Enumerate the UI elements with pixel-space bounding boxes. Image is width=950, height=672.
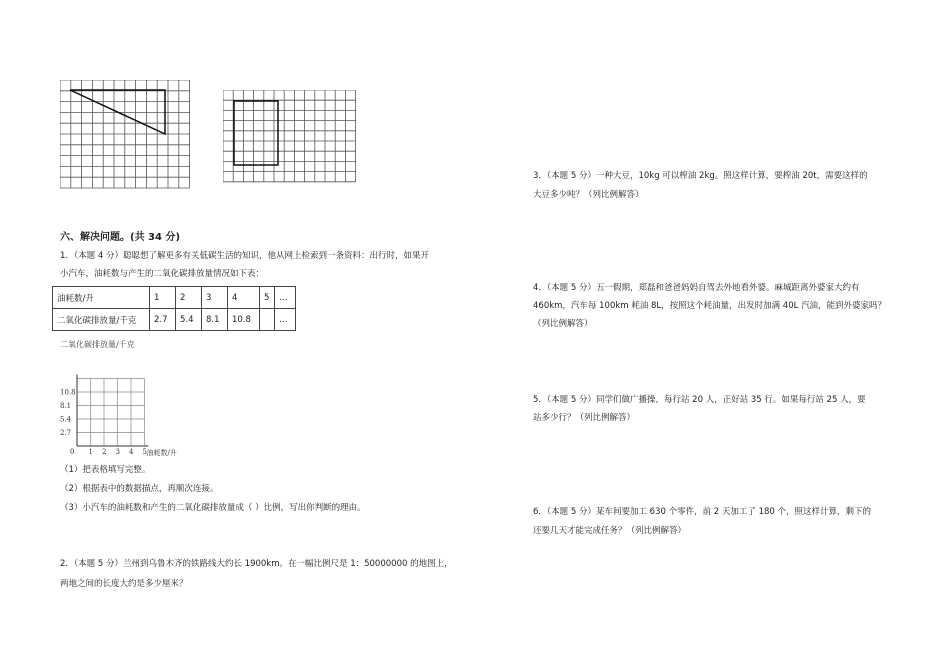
q1-line1: 1．（本题 4 分）聪聪想了解更多有关低碳生活的知识，他从网上检索到一条资料：出行时，如果开 [60, 251, 429, 261]
q2-line2: 两地之间的长度大约是多少厘米？ [60, 579, 188, 589]
data-table [52, 286, 296, 331]
chart-x-tick-label: 1 [88, 448, 93, 456]
table-cell: 1 [150, 287, 176, 309]
q1-sub2: （2）根据表中的数据描点，再顺次连接。 [60, 484, 219, 494]
chart-x-tick-label: 5 [142, 448, 147, 456]
chart-x-tick-label: 2 [102, 448, 107, 456]
q5-line1: 5．（本题 5 分）同学们做广播操，每行站 20 人，正好站 35 行。如果每行站 25 人，要 [533, 395, 866, 405]
section-heading: 六、解决问题。(共 34 分) [60, 232, 181, 243]
q1-sub3: （3）小汽车的油耗数和产生的二氧化碳排放量成（ ）比例，写出你判断的理由。 [60, 503, 366, 513]
co2-chart[interactable] [55, 350, 205, 458]
table-cell: … [275, 287, 296, 309]
table-cell: 5.4 [176, 309, 202, 331]
q1-line2: 小汽车，油耗数与产生的二氧化碳排放量情况如下表： [60, 269, 265, 279]
chart-x-tick-label: 0 [70, 448, 75, 456]
table-cell: 二氧化碳排放量/千克 [53, 309, 150, 331]
table-cell: 8.1 [202, 309, 228, 331]
table-cell: 2.7 [150, 309, 176, 331]
table-cell: 油耗数/升 [53, 287, 150, 309]
table-cell: 4 [228, 287, 260, 309]
q4-line1: 4．（本题 5 分）五一假期，郑磊和爸爸妈妈自驾去外地看外婆。麻城距离外婆家大约有 [533, 283, 860, 293]
q5-line2: 站多少行？（列比例解答） [533, 413, 636, 423]
q4-line3: （列比例解答） [533, 319, 593, 329]
table-cell: … [275, 309, 296, 331]
grid-figure-rectangle [223, 90, 357, 188]
q6-line1: 6．（本题 5 分）某车间要加工 630 个零件，前 2 天加工了 180 个，照这样计算，剩下的 [533, 507, 872, 517]
table-cell: 3 [202, 287, 228, 309]
chart-y-tick-label: 8.1 [60, 402, 72, 410]
q3-line1: 3．（本题 5 分）一种大豆，10kg 可以榨油 2kg。照这样计算，要榨油 20t，需要这样的 [533, 171, 868, 181]
q6-line2: 还要几天才能完成任务？（列比例解答） [533, 526, 687, 536]
chart-y-tick-label: 2.7 [60, 429, 72, 437]
chart-title: 二氧化碳排放量/千克 [60, 340, 135, 349]
table-row [53, 309, 296, 331]
chart-x-tick-label: 4 [129, 448, 134, 456]
grid-figure-triangle [60, 80, 190, 190]
q2-line1: 2．（本题 5 分）兰州到乌鲁木齐的铁路线大约长 1900km。在一幅比例尺是 1：50000000 的地图上， [60, 559, 453, 569]
table-row [53, 287, 296, 309]
chart-y-tick-label: 10.8 [60, 388, 76, 397]
table-cell: 10.8 [228, 309, 260, 331]
q3-line2: 大豆多少吨？（列比例解答） [533, 190, 644, 200]
q4-line2: 460km，汽车每 100km 耗油 8L，按照这个耗油量，出发时加满 40L 汽油，能到外婆家吗？ [533, 301, 887, 311]
chart-x-axis-label: 油耗数/升 [146, 449, 177, 457]
chart-y-tick-label: 5.4 [60, 415, 72, 424]
table-cell: 2 [176, 287, 202, 309]
chart-x-tick-label: 3 [115, 448, 120, 456]
table-cell: 5 [260, 287, 275, 309]
q1-sub1: （1）把表格填写完整。 [60, 465, 151, 475]
table-cell-blank[interactable] [260, 309, 275, 331]
